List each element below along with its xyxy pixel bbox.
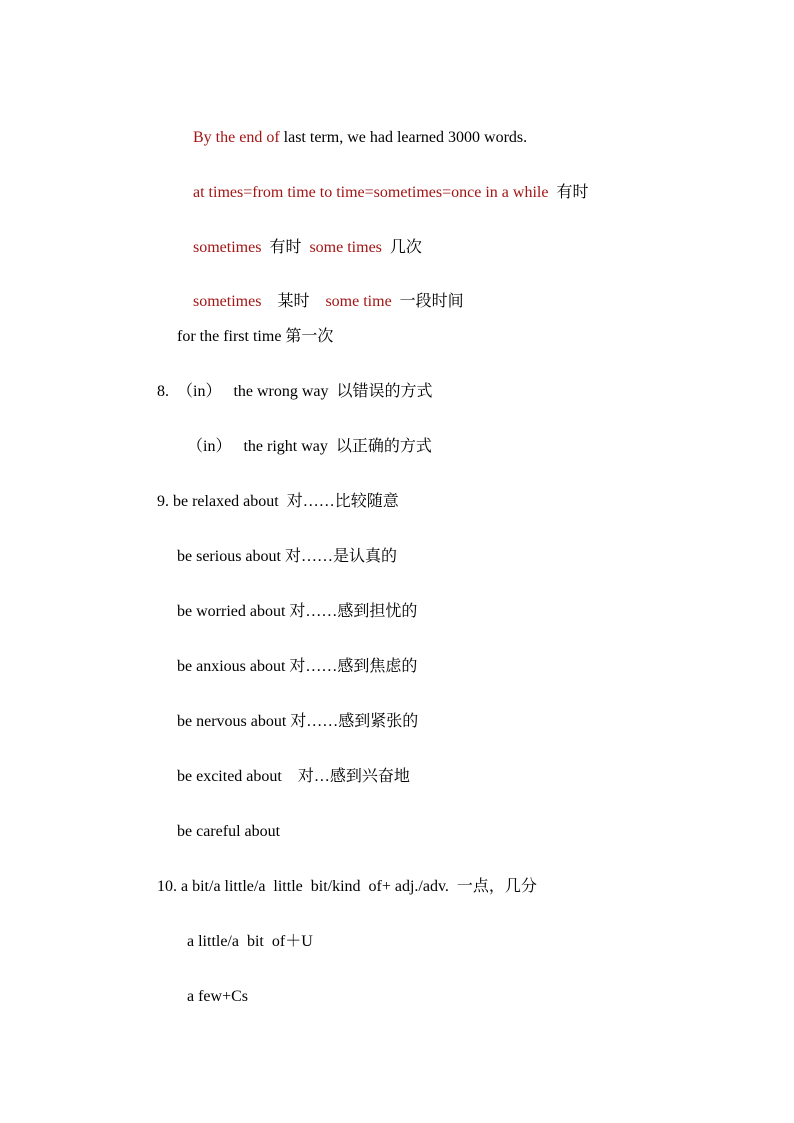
meaning: 有时 — [261, 239, 310, 256]
item-8-right-way: （in） the right way 以正确的方式 — [187, 438, 432, 455]
phrase-highlight-2: some time — [325, 293, 392, 310]
phrase-highlight: sometimes — [193, 239, 262, 256]
line-excited: be excited about 对…感到兴奋地 — [177, 768, 410, 785]
line-sometime — [177, 272, 464, 332]
meaning: 有时 — [548, 184, 589, 201]
meaning-2: 几次 — [381, 239, 422, 256]
meaning-2: 一段时间 — [391, 293, 464, 310]
line-by-the-end-of — [177, 108, 527, 168]
line-serious: be serious about 对……是认真的 — [177, 548, 397, 565]
line-worried: be worried about 对……感到担忧的 — [177, 603, 418, 620]
item-8-wrong-way: 8. （in） the wrong way 以错误的方式 — [157, 383, 433, 400]
line-at-times — [177, 163, 588, 223]
line-a-few-cs: a few+Cs — [187, 988, 249, 1005]
line-anxious: be anxious about 对……感到焦虑的 — [177, 658, 418, 675]
meaning: 某时 — [261, 293, 326, 310]
phrase-highlight: at times=from time to time=sometimes=once in a while — [193, 184, 549, 201]
line-nervous: be nervous about 对……感到紧张的 — [177, 713, 419, 730]
line-first-time: for the first time 第一次 — [177, 328, 334, 345]
line-a-little-u: a little/a bit of＋U — [187, 933, 313, 950]
sentence-rest: last term, we had learned 3000 words. — [279, 129, 528, 146]
item-9-relaxed: 9. be relaxed about 对……比较随意 — [157, 493, 399, 510]
phrase-highlight: By the end of — [193, 129, 280, 146]
line-sometimes — [177, 218, 422, 278]
line-careful: be careful about — [177, 823, 281, 840]
phrase-highlight-2: some times — [309, 239, 382, 256]
item-10-a-bit: 10. a bit/a little/a little bit/kind of+ adj./adv. 一点，几分 — [157, 878, 537, 895]
phrase-highlight: sometimes — [193, 293, 262, 310]
